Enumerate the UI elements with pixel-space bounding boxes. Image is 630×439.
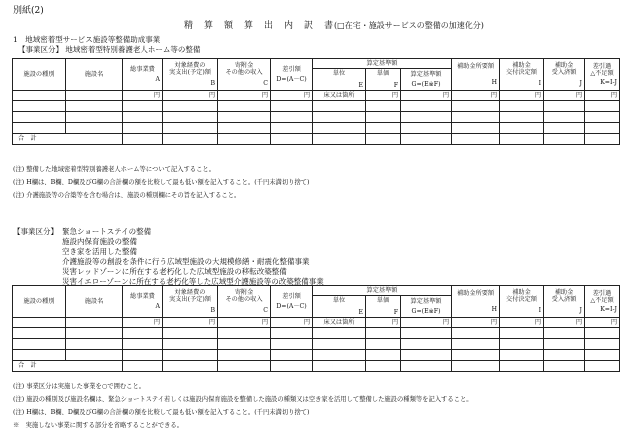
letter-h: H	[491, 306, 498, 313]
donations-label-2: その他の収入	[225, 69, 263, 77]
yen-j: 円	[544, 91, 585, 101]
section2-category-label: 【事業区分】	[13, 227, 58, 236]
balance-formula: K=I-J	[600, 79, 618, 87]
col-standard-group: 算定基準額	[313, 59, 452, 69]
yen-d: 円	[271, 318, 313, 328]
yen-i: 円	[500, 91, 544, 101]
col-balance	[585, 286, 620, 318]
section1-note-2: (注) H欄は、B欄、D欄及びG欄の合計欄の額を比較して最も低い額を記入すること。(千円未満切り捨て)	[13, 179, 310, 186]
letter-i: I	[538, 79, 542, 87]
letter-b: B	[210, 79, 215, 87]
yen-k: 円	[585, 91, 620, 101]
subsidy-required-label: 補助金所要額	[456, 62, 495, 70]
letter-f: F	[393, 82, 398, 89]
table-2-unit-row	[13, 318, 620, 328]
planned-cost-label-2: 実支出(予定)額	[169, 69, 211, 77]
difference-formula: D=(A－C)	[276, 76, 307, 83]
col-facility-name: 施設名	[66, 286, 123, 318]
letter-i: I	[538, 306, 542, 314]
table-row	[13, 101, 620, 112]
table-1	[12, 58, 620, 145]
col-total-cost	[123, 286, 163, 318]
balance-label-1: 差引過	[592, 62, 612, 70]
col-standard-amount	[401, 296, 452, 318]
subsidy-required-label: 補助金所要額	[456, 289, 495, 297]
yen-h: 円	[452, 318, 500, 328]
donations-label-1: 寄附金	[234, 289, 254, 297]
col-balance	[585, 59, 620, 91]
col-standard-amount	[401, 69, 452, 91]
section2-note-4: ※ 実施しない事業に関する部分を省略することができる。	[13, 422, 184, 429]
donations-label-1: 寄附金	[234, 62, 254, 70]
received-label-1: 補助金	[554, 289, 574, 297]
standard-amount-label: 算定基準額	[410, 70, 442, 78]
standard-formula: G=(E※F)	[411, 308, 441, 315]
unit-note: 床又は箇所	[313, 91, 366, 101]
col-unit	[313, 69, 366, 91]
unit-note: 床又は箇所	[313, 318, 366, 328]
total-row	[13, 134, 620, 145]
yen-f: 円	[366, 318, 401, 328]
letter-h: H	[491, 79, 498, 86]
yen-b: 円	[163, 91, 218, 101]
section2-note-2: (注) 施設の種別及び施設名欄は、緊急ショートステイ若しくは施設内保育施設を整備した施設の種類又は空き家を活用して整備した施設の種類等を記入すること。	[13, 396, 473, 403]
table-row	[13, 350, 620, 361]
section2-note-3: (注) H欄は、B欄、D欄及びG欄の合計欄の額を比較して最も低い額を記入すること。(千円未満切り捨て)	[13, 409, 310, 416]
letter-c: C	[263, 79, 268, 87]
unit-price-label: 単価	[376, 296, 390, 304]
attachment-label: 別紙(2)	[13, 6, 44, 16]
yen-f: 円	[366, 91, 401, 101]
letter-e: E	[358, 309, 363, 316]
yen-c: 円	[218, 91, 271, 101]
col-difference	[271, 59, 313, 91]
section2-note-1: (注) 事業区分は実施した事業を○で囲むこと。	[13, 383, 146, 390]
yen-j: 円	[544, 318, 585, 328]
col-total-cost	[123, 59, 163, 91]
yen-c: 円	[218, 318, 271, 328]
yen-b: 円	[163, 318, 218, 328]
section1-note-1: (注) 整備した地域密着型特別養護老人ホーム等について記入すること。	[13, 166, 215, 173]
letter-e: E	[358, 82, 363, 89]
section2-category-2: 施設内保育施設の整備	[62, 237, 137, 246]
col-received	[544, 286, 585, 318]
table-row	[13, 123, 620, 134]
total-cost-label: 総事業費	[130, 65, 155, 73]
col-facility-name: 施設名	[66, 59, 123, 91]
donations-label-2: その他の収入	[225, 296, 263, 304]
letter-b: B	[210, 306, 215, 314]
unit-label: 単位	[332, 296, 346, 304]
grant-decision-label-2: 交付決定額	[506, 296, 537, 304]
yen-h: 円	[452, 91, 500, 101]
unit-label: 単位	[332, 69, 346, 77]
section1-heading: 1 地域密着型サービス施設等整備助成事業	[13, 35, 161, 44]
title-sub: (□在宅・施設サービスの整備の加速化分)	[334, 21, 484, 30]
letter-c: C	[263, 306, 268, 314]
table-1-unit-row	[13, 91, 620, 101]
standard-formula: G=(E※F)	[411, 81, 441, 88]
section2-category-1: 緊急ショートステイの整備	[62, 227, 152, 236]
yen-k: 円	[585, 318, 620, 328]
difference-label: 差引額	[282, 65, 301, 73]
received-label-1: 補助金	[554, 62, 574, 70]
difference-label: 差引額	[282, 292, 301, 300]
col-received	[544, 59, 585, 91]
letter-f: F	[393, 309, 398, 316]
yen-i: 円	[500, 318, 544, 328]
col-unit	[313, 296, 366, 318]
col-planned-cost	[163, 286, 218, 318]
yen-d: 円	[271, 91, 313, 101]
grant-decision-label-2: 交付決定額	[506, 69, 537, 77]
col-donations	[218, 286, 271, 318]
section2-category-4: 介護施設等の創設を条件に行う広域型施設の大規模修繕・耐震化整備事業	[62, 257, 310, 266]
table-2	[12, 285, 620, 372]
unit-price-label: 単価	[376, 69, 390, 77]
total-cost-label: 総事業費	[130, 292, 155, 300]
yen-a: 円	[123, 91, 163, 101]
letter-j: J	[579, 306, 583, 314]
section1-note-3: (注) 介護施設等の合築等を含む場合は、施設の種別欄にその旨を記入すること。	[13, 192, 241, 199]
col-unit-price	[366, 296, 401, 318]
col-subsidy-required	[452, 59, 500, 91]
total-label: 合 計	[13, 134, 123, 145]
col-grant-decision	[500, 286, 544, 318]
letter-a: A	[155, 303, 160, 310]
planned-cost-label-2: 実支出(予定)額	[169, 296, 211, 304]
yen-a: 円	[123, 318, 163, 328]
planned-cost-label-1: 対象経費の	[174, 289, 206, 297]
letter-j: J	[579, 79, 583, 87]
received-label-2: 受入済額	[551, 69, 577, 77]
col-standard-group: 算定基準額	[313, 286, 452, 296]
col-facility-type: 施設の種別	[13, 59, 66, 91]
col-grant-decision	[500, 59, 544, 91]
col-donations	[218, 59, 271, 91]
col-difference	[271, 286, 313, 318]
received-label-2: 受入済額	[551, 296, 577, 304]
balance-formula: K=I-J	[600, 306, 618, 314]
section1-category: 【事業区分】 地域密着型特別養護老人ホーム等の整備	[18, 45, 201, 54]
grant-decision-label-1: 補助金	[512, 289, 531, 297]
table-row	[13, 339, 620, 350]
yen-g: 円	[401, 318, 452, 328]
balance-label-2: △不足額	[590, 296, 614, 304]
table-row	[13, 328, 620, 339]
page-title	[184, 22, 484, 31]
section2-category-3: 空き家を活用した整備	[62, 247, 137, 256]
standard-amount-label: 算定基準額	[410, 297, 442, 305]
total-label: 合 計	[13, 361, 123, 372]
section2-category-5: 災害レッドゾーンに所在する老朽化した広域型施設の移転改築整備	[62, 267, 287, 276]
balance-label-1: 差引過	[592, 289, 612, 297]
title-main: 精 算 額 算 出 内 訳 書	[184, 21, 335, 31]
table-row	[13, 112, 620, 123]
col-facility-type: 施設の種別	[13, 286, 66, 318]
grant-decision-label-1: 補助金	[512, 62, 531, 70]
total-row	[13, 361, 620, 372]
planned-cost-label-1: 対象経費の	[174, 62, 206, 70]
balance-label-2: △不足額	[590, 69, 614, 77]
col-unit-price	[366, 69, 401, 91]
letter-a: A	[155, 76, 160, 83]
col-subsidy-required	[452, 286, 500, 318]
section2-category-6: 災害イエローゾーンに所在する老朽化等した広域型介護施設等の改築整備事業	[62, 277, 324, 286]
col-planned-cost	[163, 59, 218, 91]
difference-formula: D=(A－C)	[276, 303, 307, 310]
yen-g: 円	[401, 91, 452, 101]
